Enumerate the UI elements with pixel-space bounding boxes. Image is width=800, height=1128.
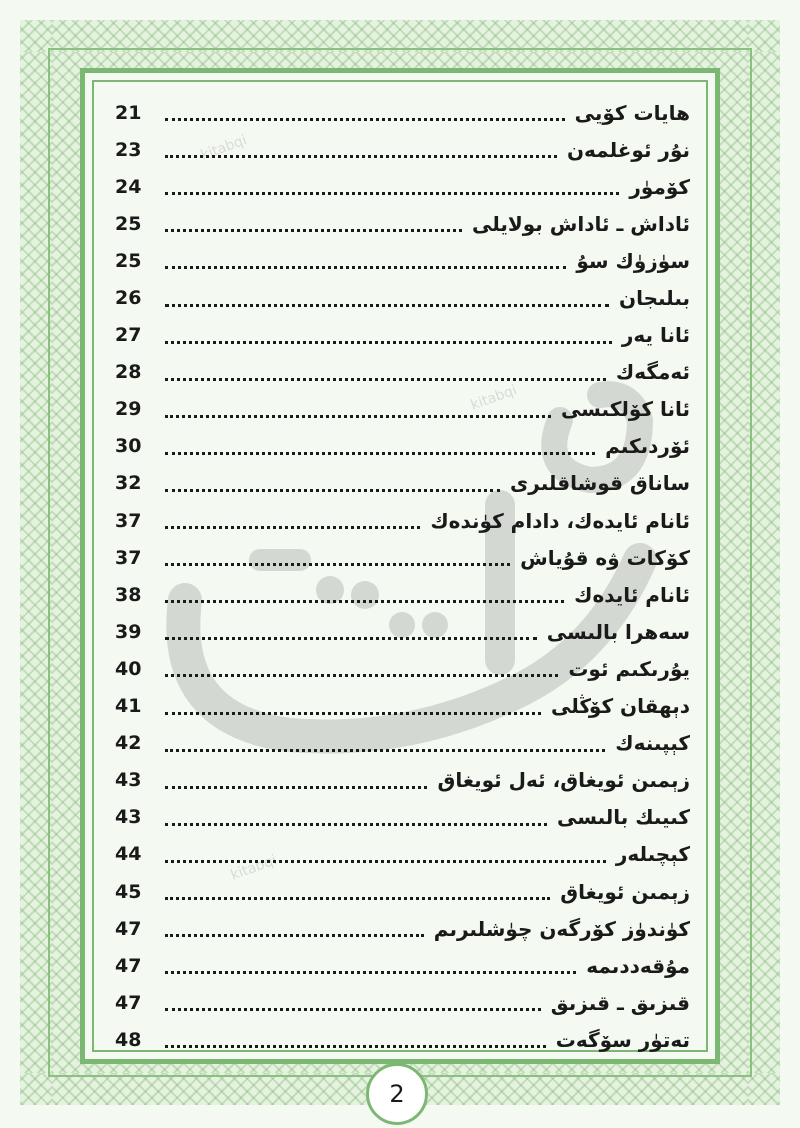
dot-leader [165, 617, 537, 640]
toc-entry [115, 168, 690, 205]
toc-entry [115, 650, 690, 687]
dot-leader [165, 951, 576, 974]
page-number: 2 [389, 1080, 405, 1108]
toc-title: نۇر ئوغلمەن [566, 137, 690, 162]
toc-entry [115, 836, 690, 873]
page-number-badge [366, 1063, 428, 1125]
toc-title: ئانا يەر [621, 323, 690, 348]
toc-title: كىيىك بالىسى [557, 805, 690, 830]
toc-page-number: 27 [115, 324, 142, 347]
dot-leader [165, 803, 547, 826]
toc-entry [115, 502, 690, 539]
toc-page-number: 26 [115, 287, 142, 310]
toc-entry [115, 94, 690, 131]
toc-entry [115, 242, 690, 279]
toc-title: ساناق قوشاقلىرى [509, 471, 690, 496]
dot-leader [165, 543, 510, 566]
toc-page-number: 43 [115, 769, 142, 792]
toc-page-number: 25 [115, 249, 142, 272]
toc-page-number: 37 [115, 509, 142, 532]
toc-title: دېھقان كۆڭلى [550, 694, 690, 719]
dot-leader [165, 172, 619, 195]
toc-entry [115, 613, 690, 650]
toc-entry [115, 1021, 690, 1058]
toc-page-number: 45 [115, 880, 142, 903]
toc-title: ئانام ئايدەك [574, 582, 690, 607]
dot-leader [165, 358, 606, 381]
toc-entry [115, 762, 690, 799]
toc-page-number: 47 [115, 917, 142, 940]
toc-entry [115, 910, 690, 947]
dot-leader [165, 284, 609, 307]
toc-entry [115, 205, 690, 242]
dot-leader [165, 692, 541, 715]
dot-leader [165, 654, 558, 677]
toc-page-number: 21 [115, 101, 142, 124]
dot-leader [165, 432, 595, 455]
dot-leader [165, 1025, 546, 1048]
toc-page-number: 44 [115, 843, 142, 866]
toc-entry [115, 873, 690, 910]
toc-entry [115, 279, 690, 316]
toc-title: ئەمگەك [615, 360, 690, 385]
toc-title: تەتۈر سۆگەت [555, 1027, 690, 1052]
dot-leader [165, 914, 424, 937]
toc-page-number: 43 [115, 806, 142, 829]
toc-entry [115, 576, 690, 613]
toc-title: كۆكات ۋە قۇياش [520, 545, 690, 570]
toc-page-number: 37 [115, 546, 142, 569]
toc-page-number: 47 [115, 991, 142, 1014]
toc-page-number: 40 [115, 657, 142, 680]
toc-entry [115, 317, 690, 354]
dot-leader [165, 580, 564, 603]
toc-entry [115, 131, 690, 168]
toc-title: زېمىن ئويغاق، ئەل ئويغاق [437, 768, 690, 793]
dot-leader [165, 877, 550, 900]
toc-page-number: 32 [115, 472, 142, 495]
toc-page-number: 39 [115, 620, 142, 643]
table-of-contents [115, 94, 690, 1058]
toc-page-number: 25 [115, 212, 142, 235]
dot-leader [165, 840, 606, 863]
toc-title: يۇرىكىم ئوت [568, 656, 690, 681]
toc-title: زېمىن ئويغاق [560, 879, 690, 904]
toc-title: ئانام ئايدەك، دادام كۈندەك [430, 508, 690, 533]
toc-page-number: 48 [115, 1028, 142, 1051]
toc-page-number: 28 [115, 361, 142, 384]
toc-title: سۈزۈك سۇ [576, 248, 690, 273]
toc-entry [115, 799, 690, 836]
toc-title: بىلىجان [619, 286, 690, 311]
toc-title: كېپىنەك [615, 731, 690, 756]
toc-entry [115, 947, 690, 984]
dot-leader [165, 321, 612, 344]
toc-entry [115, 465, 690, 502]
toc-entry [115, 539, 690, 576]
toc-title: قىزىق ـ قىزىق [550, 990, 690, 1015]
toc-title: ئاداش ـ ئاداش بولايلى [471, 211, 690, 236]
dot-leader [165, 506, 420, 529]
toc-entry [115, 391, 690, 428]
toc-page-number: 41 [115, 695, 142, 718]
watermark-site-text: kitabqi [468, 382, 520, 414]
dot-leader [165, 135, 557, 158]
watermark-site-text: kitabqi [198, 132, 250, 164]
toc-title: ئانا كۆلكىسى [560, 397, 690, 422]
dot-leader [165, 469, 500, 492]
toc-title: ئۆردىكىم [605, 434, 690, 459]
dot-leader [165, 395, 551, 418]
toc-page-number: 24 [115, 175, 142, 198]
toc-page-number: 38 [115, 583, 142, 606]
dot-leader [165, 246, 566, 269]
toc-title: كۆمۈر [629, 174, 690, 199]
toc-entry [115, 354, 690, 391]
toc-entry [115, 725, 690, 762]
toc-entry [115, 984, 690, 1021]
toc-entry [115, 688, 690, 725]
toc-page-number: 30 [115, 435, 142, 458]
dot-leader [165, 766, 427, 789]
dot-leader [165, 98, 565, 121]
toc-page-number: 23 [115, 138, 142, 161]
toc-title: كۈندۈز كۆرگەن چۈشلىرىم [433, 916, 690, 941]
toc-title: سەھرا بالىسى [546, 619, 690, 644]
toc-page-number: 47 [115, 954, 142, 977]
toc-page-number: 42 [115, 732, 142, 755]
dot-leader [165, 988, 541, 1011]
watermark-site-text: kitabqi [228, 852, 280, 884]
toc-title: كېچىلەر [615, 842, 690, 867]
dot-leader [165, 209, 462, 232]
toc-title: مۇقەددىمە [586, 953, 690, 978]
toc-page-number: 29 [115, 398, 142, 421]
toc-entry [115, 428, 690, 465]
dot-leader [165, 729, 605, 752]
toc-title: هايات كۆيى [574, 100, 690, 125]
